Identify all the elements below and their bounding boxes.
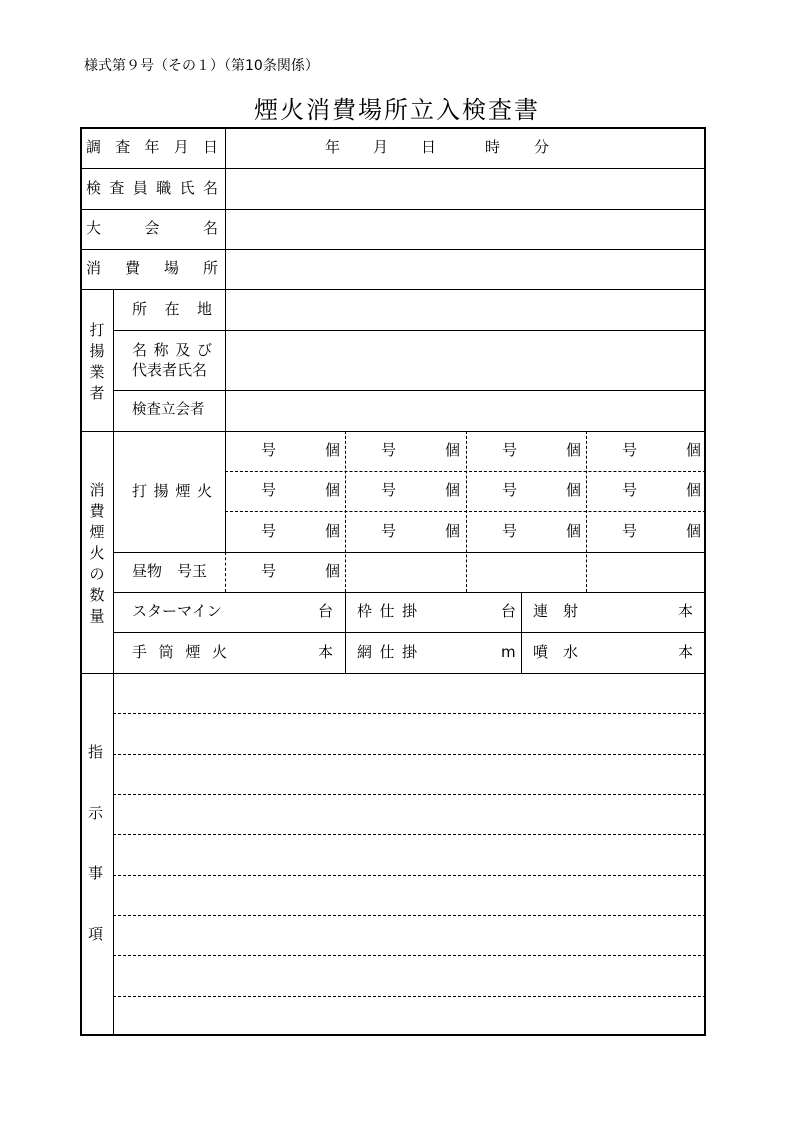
daytime-ko-unit: 個 (325, 562, 341, 580)
fountain-unit: 本 (678, 643, 694, 661)
ko-unit: 個 (686, 481, 702, 499)
gou-unit: 号 (502, 522, 518, 540)
instructions-char-1: 指 (88, 743, 104, 761)
daytime-gou-unit: 号 (261, 562, 277, 580)
document-title: 煙火消費場所立入検査書 (254, 96, 540, 124)
handheld-unit: 本 (318, 643, 334, 661)
consumption-place-label: 消 費 場 所 (86, 259, 218, 277)
gou-unit: 号 (622, 522, 638, 540)
name-rep-label-line2: 代表者氏名 (132, 361, 208, 379)
rapid-fire-unit: 本 (678, 602, 694, 620)
day-unit: 日 (421, 138, 437, 156)
frame-set-label: 枠 仕 掛 (357, 602, 417, 620)
ko-unit: 個 (686, 522, 702, 540)
fountain-label: 噴 水 (533, 643, 578, 661)
event-name-label: 大 会 名 (86, 219, 218, 237)
name-rep-label-line1: 名 称 及 び (132, 341, 212, 359)
ko-unit: 個 (686, 441, 702, 459)
gou-unit: 号 (381, 441, 397, 459)
hour-unit: 時 (485, 138, 501, 156)
ko-unit: 個 (445, 522, 461, 540)
instructions-char-4: 項 (88, 925, 104, 943)
launcher-group-label: 打 揚 業 者 (89, 321, 105, 402)
month-unit: 月 (373, 138, 389, 156)
gou-unit: 号 (261, 481, 277, 499)
starmine-unit: 台 (318, 602, 334, 620)
net-set-unit: m (501, 643, 516, 661)
gou-unit: 号 (381, 522, 397, 540)
net-set-label: 網 仕 掛 (357, 643, 417, 661)
ko-unit: 個 (566, 441, 582, 459)
ko-unit: 個 (325, 481, 341, 499)
form-reference: 様式第９号（その１）（第10条関係） (84, 58, 319, 74)
gou-unit: 号 (502, 481, 518, 499)
fireworks-quantity-group-label: 消 費 煙 火 の 数 量 (89, 481, 105, 625)
ko-unit: 個 (445, 441, 461, 459)
handheld-fireworks-label: 手 筒 煙 火 (132, 643, 227, 661)
year-unit: 年 (325, 138, 341, 156)
frame-set-unit: 台 (501, 602, 517, 620)
instructions-char-2: 示 (88, 804, 104, 822)
ko-unit: 個 (566, 522, 582, 540)
inspector-label: 検 査 員 職 氏 名 (86, 179, 218, 197)
inspection-date-label: 調 査 年 月 日 (86, 138, 218, 156)
instructions-char-3: 事 (88, 864, 104, 882)
ko-unit: 個 (325, 522, 341, 540)
gou-unit: 号 (381, 481, 397, 499)
rapid-fire-label: 連 射 (533, 602, 578, 620)
gou-unit: 号 (261, 441, 277, 459)
starmine-label: スターマイン (132, 602, 222, 620)
ko-unit: 個 (566, 481, 582, 499)
location-label: 所 在 地 (132, 300, 212, 318)
gou-unit: 号 (502, 441, 518, 459)
ko-unit: 個 (445, 481, 461, 499)
gou-unit: 号 (261, 522, 277, 540)
witness-label: 検査立会者 (132, 402, 205, 418)
gou-unit: 号 (622, 441, 638, 459)
aerial-fireworks-label: 打 揚 煙 火 (132, 482, 212, 500)
minute-unit: 分 (534, 138, 550, 156)
daytime-shell-label: 昼物 号玉 (132, 562, 208, 580)
ko-unit: 個 (325, 441, 341, 459)
gou-unit: 号 (622, 481, 638, 499)
